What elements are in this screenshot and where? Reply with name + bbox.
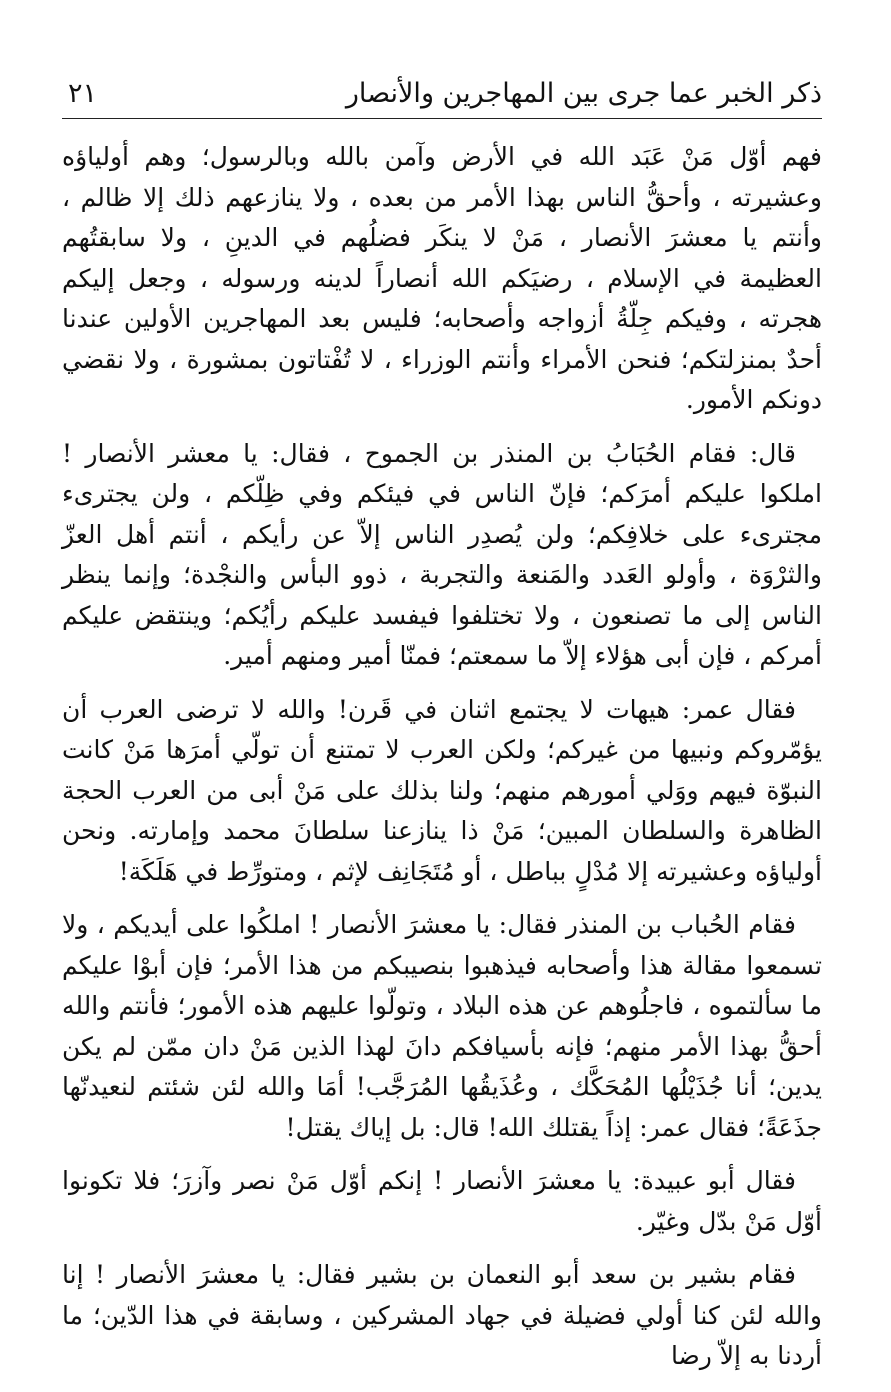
running-title: ذكر الخبر عما جرى بين المهاجرين والأنصار [345,78,822,109]
paragraph-4: فقام الحُباب بن المنذر فقال: يا معشرَ الأنصار ! املكُوا على أيديكم ، ولا تسمعوا مقالة هذا وأصحابه فيذهبوا بنصيبكم من هذا الأمر؛ فإن أبوْا عليكم ما سألتموه ، فاجلُوهم عن هذه البلاد ، وتولّوا عليهم هذه الأمور؛ فأنتم والله أحقُّ بهذا الأمر منهم؛ فإنه بأسيافكم دانَ لهذا الذين مَنْ دان ممّن لم يكن يدين؛ أنا جُذَيْلُها المُحَكَّك ، وعُذَيقُها المُرَجَّب! أمَا والله لئن شئتم لنعيدنّها جذَعَةً؛ فقال عمر: إذاً يقتلك الله! قال: بل إياك يقتل! [62,910,822,1142]
book-page [62,70,822,1377]
page-number: ٢١ [68,78,98,109]
body-text [62,137,822,1377]
paragraph-1: فهم أوّل مَنْ عَبَد الله في الأرض وآمن بالله وبالرسول؛ وهم أولياؤه وعشيرته ، وأحقُّ الناس بهذا الأمر من بعده ، ولا ينازعهم ذلك إلا ظالم ، وأنتم يا معشرَ الأنصار ، مَنْ لا ينكَر فضلُهم في الدينِ ، ولا سابقتُهم العظيمة في الإسلام ، رضيَكم الله أنصاراً لدينه ورسوله ، وجعل إليكم هجرته ، وفيكم جِلّةُ أزواجه وأصحابه؛ فليس بعد المهاجرين الأولين عندنا أحدٌ بمنزلتكم؛ فنحن الأمراء وأنتم الوزراء ، لا تُفْتاتون بمشورة ، ولا نقضي دونكم الأمور. [62,142,822,414]
paragraph-2: قال: فقام الحُبَابُ بن المنذر بن الجموح ، فقال: يا معشر الأنصار ! املكوا عليكم أمرَكم؛ فإنّ الناس في فيئكم وفي ظِلّكم ، ولن يجترىء مجترىء على خلافِكم؛ ولن يُصدِر الناس إلاّ عن رأيكم ، أنتم أهل العزّ والثرْوَة ، وأولو العَدد والمَنعة والتجربة ، ذوو البأس والنجْدة؛ وإنما ينظر الناس إلى ما تصنعون ، ولا تختلفوا فيفسد عليكم رأيُكم؛ وينتقض عليكم أمركم ، فإن أبى هؤلاء إلاّ ما سمعتم؛ فمنّا أمير ومنهم أمير. [62,438,822,670]
paragraph-6: فقام بشير بن سعد أبو النعمان بن بشير فقال: يا معشرَ الأنصار ! إنا والله لئن كنا أولي فضيلة في جهاد المشركين ، وسابقة في هذا الدّين؛ ما أردنا به إلاّ رضا [62,1260,822,1370]
paragraph-5: فقال أبو عبيدة: يا معشرَ الأنصار ! إنكم أوّل مَنْ نصر وآزرَ؛ فلا تكونوا أوّل مَنْ بدّل وغيّر. [62,1166,822,1236]
paragraph-3: فقال عمر: هيهات لا يجتمع اثنان في قَرن! والله لا ترضى العرب أن يؤمّروكم ونبيها من غيركم؛ ولكن العرب لا تمتنع أن تولّي أمرَها مَنْ كانت النبوّة فيهم ووَلي أمورهم منهم؛ ولنا بذلك على مَنْ أبى من العرب الحجة الظاهرة والسلطان المبين؛ مَنْ ذا ينازعنا سلطانَ محمد وإمارته. ونحن أولياؤه وعشيرته إلا مُدْلٍ بباطل ، أو مُتَجَانِف لإثم ، ومتورِّط في هَلَكَة! [62,694,822,886]
running-header [62,70,822,119]
